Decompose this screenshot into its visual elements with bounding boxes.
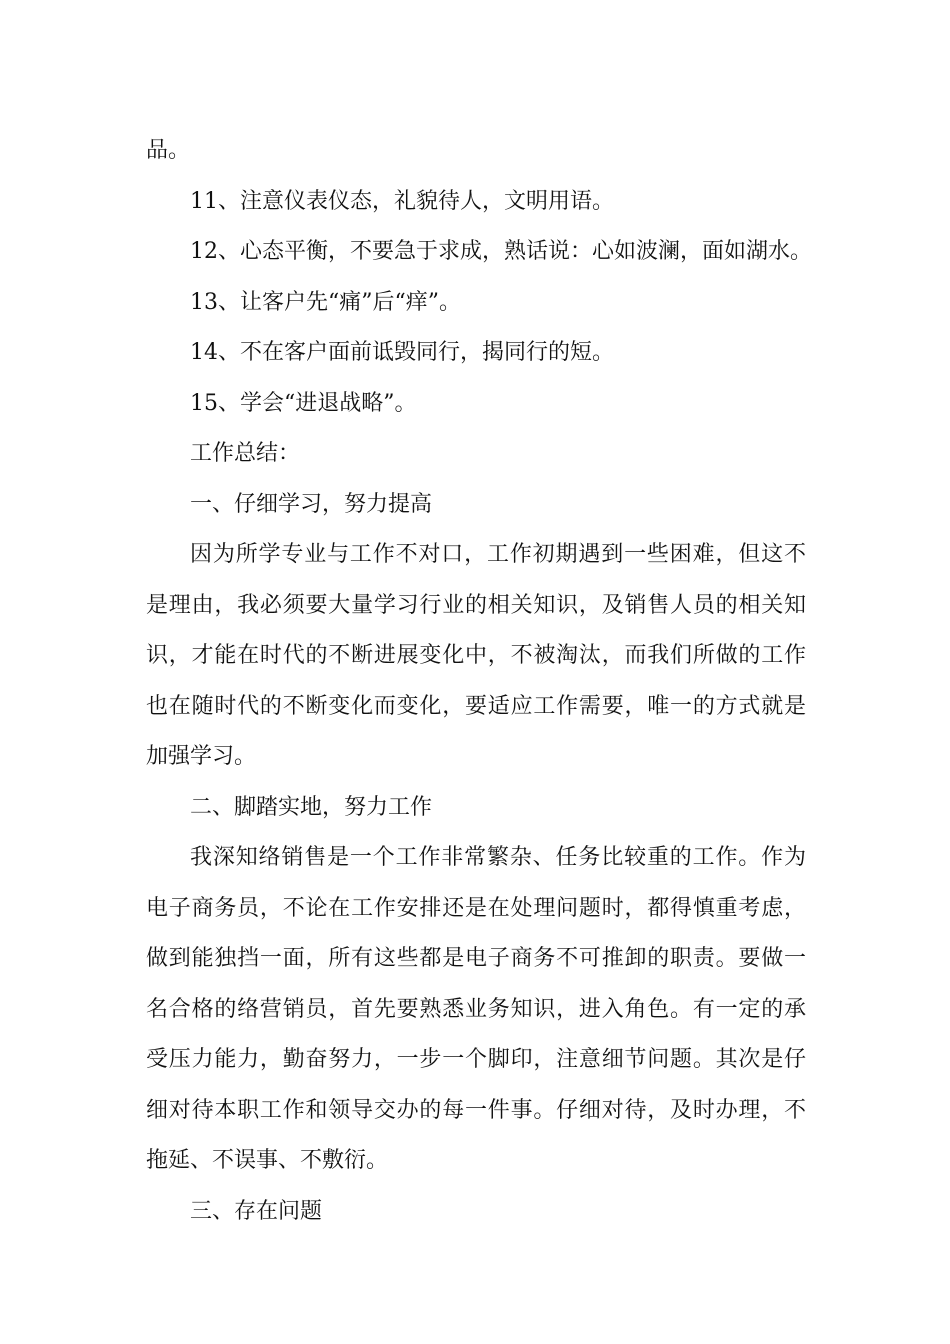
paragraph-line: 电子商务员，不论在工作安排还是在处理问题时，都得慎重考虑， bbox=[146, 895, 806, 921]
paragraph-line: 受压力能力，勤奋努力，一步一个脚印，注意细节问题。其次是仔 bbox=[146, 1047, 806, 1072]
text-line: 品。 bbox=[146, 138, 191, 163]
list-item-13: 13、让客户先“痛”后“痒”。 bbox=[190, 289, 461, 315]
document-page bbox=[146, 126, 812, 1237]
paragraph-line: 因为所学专业与工作不对口，工作初期遇到一些困难，但这不 bbox=[190, 542, 806, 567]
paragraph-line: 做到能独挡一面，所有这些都是电子商务不可推卸的职责。要做一 bbox=[146, 946, 806, 971]
paragraph-line: 是理由，我必须要大量学习行业的相关知识，及销售人员的相关知 bbox=[146, 592, 806, 618]
paragraph-line: 拖延、不误事、不敷衍。 bbox=[146, 1148, 389, 1173]
paragraph-line: 名合格的络营销员，首先要熟悉业务知识，进入角色。有一定的承 bbox=[146, 996, 806, 1022]
paragraph-line: 识，才能在时代的不断进展变化中，不被淘汰，而我们所做的工作 bbox=[146, 643, 806, 668]
heading-study: 一、仔细学习，努力提高 bbox=[190, 491, 433, 517]
paragraph-study bbox=[146, 530, 806, 783]
heading-work-hard: 二、脚踏实地，努力工作 bbox=[190, 794, 433, 820]
list-item-11: 11、注意仪表仪态，礼貌待人，文明用语。 bbox=[190, 188, 614, 214]
paragraph-work-hard bbox=[146, 833, 806, 1187]
heading-problems: 三、存在问题 bbox=[190, 1198, 323, 1224]
paragraph-line: 也在随时代的不断变化而变化，要适应工作需要，唯一的方式就是 bbox=[146, 693, 806, 719]
paragraph-line: 细对待本职工作和领导交办的每一件事。仔细对待，及时办理，不 bbox=[146, 1097, 806, 1123]
list-item-14: 14、不在客户面前诋毁同行，揭同行的短。 bbox=[190, 340, 614, 365]
section-title-work-summary: 工作总结： bbox=[190, 441, 301, 466]
list-item-12: 12、心态平衡，不要急于求成，熟话说：心如波澜，面如湖水。 bbox=[190, 239, 812, 264]
paragraph-line: 我深知络销售是一个工作非常繁杂、任务比较重的工作。作为 bbox=[190, 845, 806, 870]
paragraph-line: 加强学习。 bbox=[146, 744, 257, 769]
list-item-15: 15、学会“进退战略”。 bbox=[190, 390, 417, 416]
